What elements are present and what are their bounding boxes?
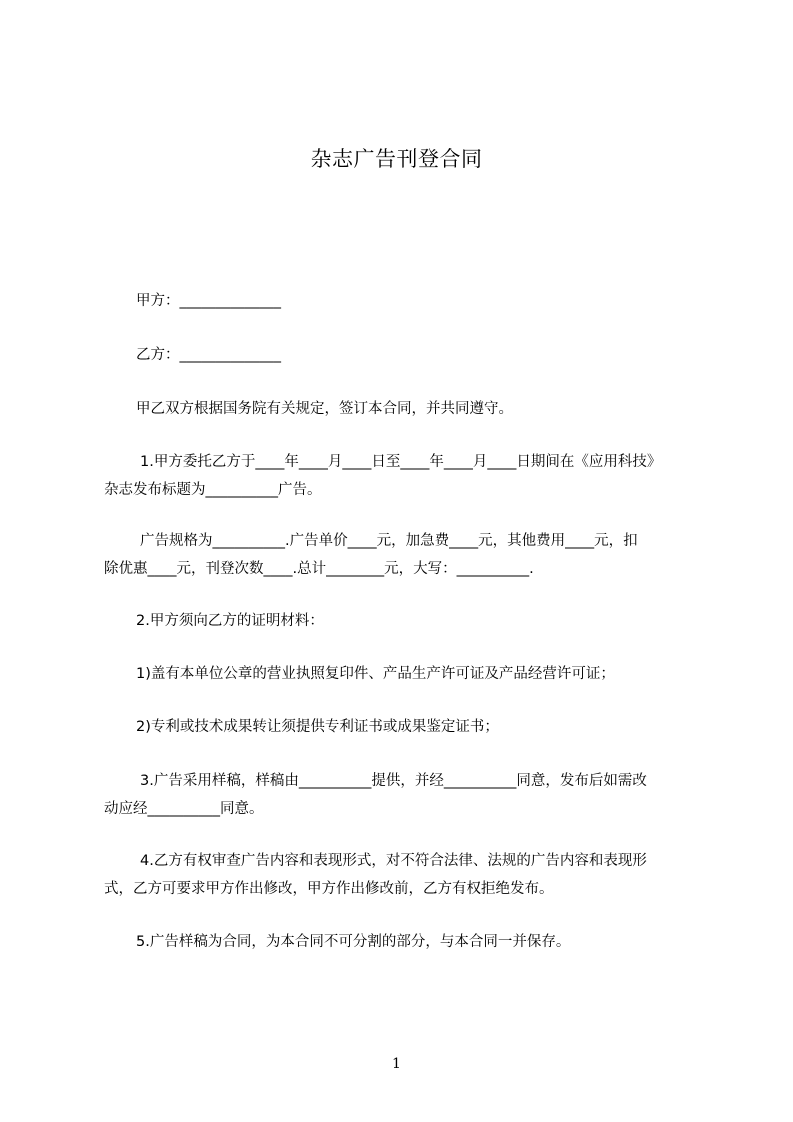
clause-2-heading: 2.甲方须向乙方的证明材料： [136, 613, 324, 629]
clause-2-item-2: 2)专利或技术成果转让须提供专利证书或成果鉴定证书； [136, 719, 499, 735]
spec-line-1: 广告规格为__________.广告单价____元，加急费____元，其他费用____元，扣 [140, 533, 638, 549]
clause-1-line-1: 1.甲方委托乙方于____年____月____日至____年____月____日期间在《应用科技》 [140, 454, 662, 470]
clause-5: 5.广告样稿为合同，为本合同不可分割的部分，与本合同一并保存。 [136, 934, 571, 950]
intro-paragraph: 甲乙双方根据国务院有关规定，签订本合同，并共同遵守。 [136, 401, 513, 417]
clause-3-line-2: 动应经__________同意。 [104, 801, 264, 817]
clause-2-item-1: 1)盖有本单位公章的营业执照复印件、产品生产许可证及产品经营许可证； [136, 666, 615, 682]
clause-4-line-2: 式，乙方可要求甲方作出修改，甲方作出修改前，乙方有权拒绝发布。 [104, 881, 554, 897]
page-number: 1 [392, 1056, 401, 1072]
party-a-line: 甲方：______________ [136, 293, 281, 309]
spec-line-2: 除优惠____元，刊登次数____.总计________元，大写：__________. [104, 561, 534, 577]
party-b-line: 乙方：______________ [136, 347, 281, 363]
clause-3-line-1: 3.广告采用样稿，样稿由__________提供，并经__________同意，发布后如需改 [140, 773, 647, 789]
document-title: 杂志广告刊登合同 [310, 147, 483, 171]
clause-4-line-1: 4.乙方有权审查广告内容和表现形式，对不符合法律、法规的广告内容和表现形 [140, 853, 647, 869]
clause-1-line-2: 杂志发布标题为__________广告。 [104, 482, 322, 498]
